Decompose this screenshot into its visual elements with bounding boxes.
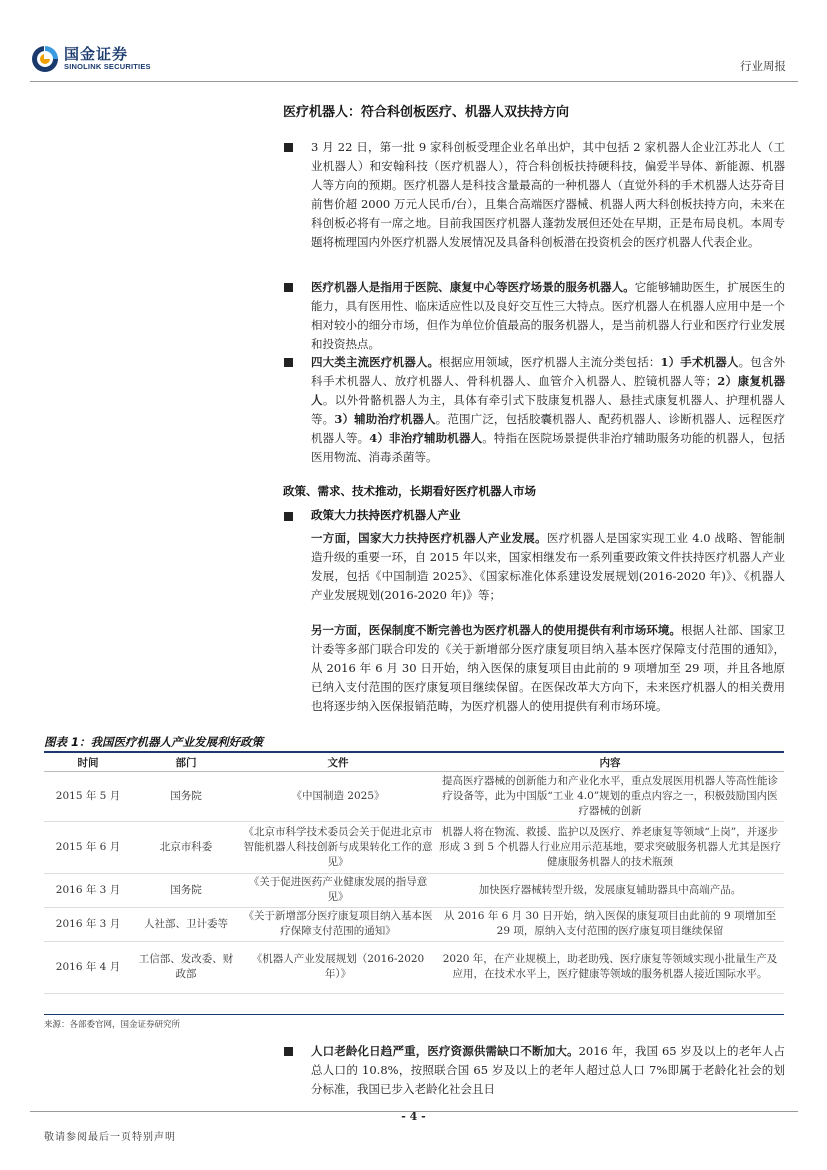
bullet-text: 它能够辅助医生，扩展医生的能力，具有医用性、临床适应性以及良好交互性三大特点。医疗机器人在机器人应用中是一个相对较小的细分市场，但作为单位价值最高的服务机器人，是当前机器人行业和医疗行业发展和投资热点。 (311, 280, 785, 351)
page-number: - 4 - (401, 1110, 426, 1123)
table-row (44, 771, 784, 821)
cell-content: 从 2016 年 6 月 30 日开始，纳入医保的康复项目由此前的 9 项增加至 29 项，原纳入支付范围的医疗康复项目继续保留 (436, 907, 784, 941)
sinolink-logo (30, 44, 151, 74)
bullet-marker (284, 143, 293, 152)
table-row (44, 941, 784, 993)
category-assist: 3）辅助治疗机器人 (334, 412, 436, 426)
policy-paragraph-1 (311, 529, 785, 605)
paragraph-lead: 一方面，国家大力扶持医疗机器人产业发展。 (311, 531, 547, 545)
cell-time: 2016 年 4 月 (44, 941, 132, 993)
page-header (30, 40, 800, 80)
bullet-text: 根据应用领域，医疗机器人主流分类包括： (439, 355, 661, 369)
paragraph-text: 根据人社部、国家卫计委等多部门联合印发的《关于新增部分医疗康复项目纳入基本医疗保障支付范围的通知》，从 2016 年 6 月 30 日开始，纳入医保的康复项目由此前的 9 项增加至 29 项，并且各地原已纳入支付范围的医疗康复项目继续保留。在医保改革大方向下，未来医疗机器人的相关费用也将逐步纳入医保报销范畴，为医疗机器人的使用提供有利市场环境。 (311, 623, 785, 713)
bullet-marker (284, 283, 293, 292)
logo-mark-icon (30, 44, 60, 74)
paragraph-text: 医疗机器人是国家实现工业 4.0 战略、智能制造升级的重要一环，自 2015 年以来，国家相继发布一系列重要政策文件扶持医疗机器人产业发展，包括《中国制造 2025》、《国家标准化体系建设发展规划(2016-2020 年)》、《机器人产业发展规划(2016-2020 年)》等； (311, 531, 785, 602)
cell-time: 2016 年 3 月 (44, 873, 132, 907)
cell-time: 2015 年 6 月 (44, 821, 132, 873)
cell-doc: 《机器人产业发展规划（2016-2020 年）》 (240, 941, 436, 993)
bullet-marker (284, 1047, 293, 1056)
bullet-text: 。包含外科手术机器人、放疗机器人、骨科机器人、血管介入机器人、腔镜机器人等； (311, 355, 786, 388)
bullet-text: 。特指在医院场景提供非治疗辅助服务功能的机器人，包括医用物流、消毒杀菌等。 (311, 431, 785, 464)
cell-doc: 《关于促进医药产业健康发展的指导意见》 (240, 873, 436, 907)
header-divider (30, 81, 798, 82)
cell-content: 加快医疗器械转型升级，发展康复辅助器具中高端产品。 (436, 873, 784, 907)
logo-en-text: SINOLINK SECURITIES (64, 62, 151, 71)
table-row (44, 873, 784, 907)
cell-doc: 《北京市科学技术委员会关于促进北京市智能机器人科技创新与成果转化工作的意见》 (240, 821, 436, 873)
policy-table (44, 754, 784, 994)
bullet-marker (284, 358, 293, 367)
bullet-marker (284, 512, 293, 521)
subheading: 政策、需求、技术推动，长期看好医疗机器人市场 (283, 484, 536, 498)
column-header: 内容 (436, 754, 784, 771)
cell-dept: 国务院 (132, 771, 240, 821)
figure-bottom-rule (44, 1014, 784, 1015)
table-row (44, 907, 784, 941)
table-row (44, 821, 784, 873)
column-header: 文件 (240, 754, 436, 771)
bullet-text: 。范围广泛，包括胶囊机器人、配药机器人、诊断机器人、远程医疗机器人等。 (311, 412, 786, 445)
cell-content: 提高医疗器械的创新能力和产业化水平，重点发展医用机器人等高性能诊疗设备等，此为中国版“工业 4.0”规划的重点内容之一，积极鼓励国内医疗器械的创新 (436, 771, 784, 821)
cell-time: 2015 年 5 月 (44, 771, 132, 821)
policy-heading: 政策大力扶持医疗机器人产业 (311, 508, 461, 522)
cell-content: 2020 年，在产业规模上，助老助残、医疗康复等领域实现小批量生产及应用，在技术水平上，医疗健康等领域的服务机器人接近国际水平。 (436, 941, 784, 993)
cell-dept: 国务院 (132, 873, 240, 907)
logo-cn-text: 国金证券 (64, 45, 129, 63)
bullet-lead: 医疗机器人是指用于医院、康复中心等医疗场景的服务机器人。 (311, 280, 635, 294)
disclaimer: 敬请参阅最后一页特别声明 (44, 1132, 176, 1143)
policy-paragraph-2 (311, 621, 785, 716)
bullet-lead: 四大类主流医疗机器人。 (311, 355, 440, 369)
bullet-text: 。以外骨骼机器人为主，具体有牵引式下肢康复机器人、悬挂式康复机器人、护理机器人等。 (311, 393, 785, 426)
bullet-text: 2016 年，我国 65 岁及以上的老年人占总人口的 10.8%，按照联合国 65 岁及以上的老年人超过总人口 7%即属于老龄化社会的划分标准，我国已步入老龄化社会且日 (311, 1044, 785, 1096)
report-type: 行业周报 (740, 59, 786, 73)
figure-title: 图表 1：我国医疗机器人产业发展利好政策 (44, 735, 264, 749)
category-non-treatment: 4）非治疗辅助机器人 (369, 431, 483, 445)
cell-doc: 《中国制造 2025》 (240, 771, 436, 821)
bullet-text: 3 月 22 日，第一批 9 家科创板受理企业名单出炉，其中包括 2 家机器人企业江苏北人（工业机器人）和安翰科技（医疗机器人），符合科创板扶持硬科技，偏爱半导体、新能源、机器人等方向的预期。医疗机器人是科技含量最高的一种机器人（直觉外科的手术机器人达芬奇目前售价超 2000 万元人民币/台），且集合高端医疗器械、机器人两大科创板扶持方向，未来在科创板必将有一席之地。目前我国医疗机器人蓬勃发展但还处在早期，正是布局良机。本周专题将梳理国内外医疗机器人发展情况及具备科创板潜在投资机会的医疗机器人代表企业。 (311, 140, 785, 249)
column-header: 部门 (132, 754, 240, 771)
column-header: 时间 (44, 754, 132, 771)
cell-time: 2016 年 3 月 (44, 907, 132, 941)
figure-top-rule (44, 751, 784, 753)
cell-dept: 工信部、发改委、财政部 (132, 941, 240, 993)
bullet-paragraph-kechuang (311, 138, 785, 252)
bullet-paragraph-categories (311, 353, 785, 467)
category-surgical: 1）手术机器人 (660, 355, 739, 369)
cell-doc: 《关于新增部分医疗康复项目纳入基本医疗保障支付范围的通知》 (240, 907, 436, 941)
category-rehab: 2）康复机器人 (311, 374, 785, 407)
bullet-paragraph-aging (311, 1042, 785, 1099)
cell-dept: 人社部、卫计委等 (132, 907, 240, 941)
paragraph-lead: 另一方面，医保制度不断完善也为医疗机器人的使用提供有利市场环境。 (311, 623, 681, 637)
bullet-paragraph-definition (311, 278, 785, 354)
cell-dept: 北京市科委 (132, 821, 240, 873)
section-title: 医疗机器人：符合科创板医疗、机器人双扶持方向 (283, 105, 570, 120)
bullet-lead: 人口老龄化日趋严重，医疗资源供需缺口不断加大。 (311, 1044, 579, 1058)
cell-content: 机器人将在物流、救援、监护以及医疗、养老康复等领域“上岗”，并逐步形成 3 到 5 个机器人行业应用示范基地，要求突破服务机器人尤其是医疗健康服务机器人的技术瓶颈 (436, 821, 784, 873)
table-header-row (44, 754, 784, 771)
figure-source: 来源：各部委官网，国金证券研究所 (44, 1020, 181, 1030)
